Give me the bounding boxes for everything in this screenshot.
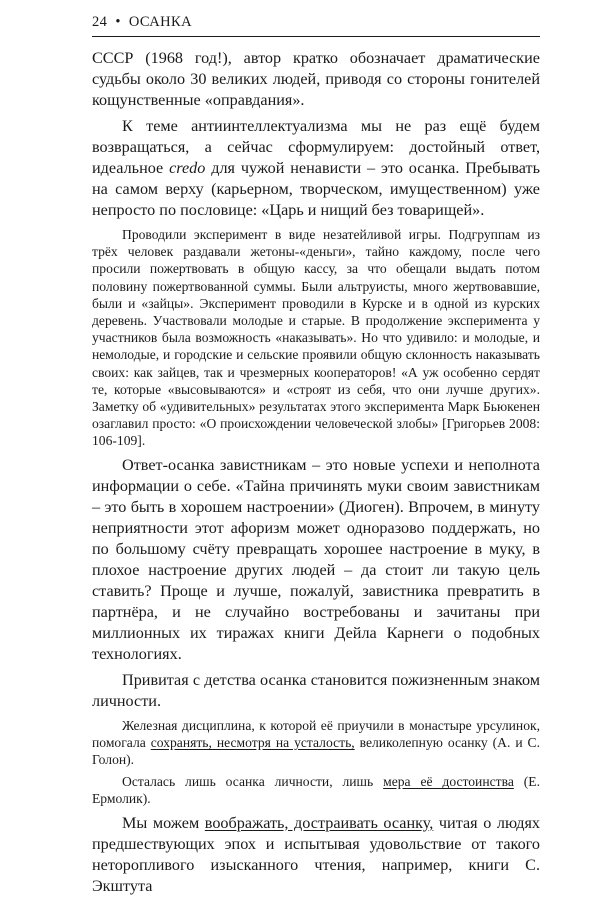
paragraph-8 xyxy=(92,813,540,897)
paragraph-4: Ответ-осанка завистникам – это новые успехи и неполнота информации о себе. «Тайна причинять муки своим завистникам – это быть в хорошем настроении» (Диоген). Впрочем, в минуту неприятности этот афоризм может одноразово поддержать, но по большому счёту превращать хорошее настроение в муку, в плохое настроение других людей – да стоит ли такую цель ставить? Проще и лучше, пожалуй, завистника превратить в партнёра, и не случайно востребованы и зачитаны при миллионных их тиражах книги Дейла Карнеги о подобных технологиях. xyxy=(92,455,540,663)
paragraph-3-experiment: Проводили эксперимент в виде незатейливой игры. Подгруппам из трёх человек раздавали жетоны-«деньги», тайно каждому, после чего просили пожертвовать в общую кассу, за что обещали выдать потом половину пожертвованной суммы. Были альтруисты, много жертвовавшие, были и «зайцы». Эксперимент проводили в Курске и в одной из курских деревень. Участвовали молодые и старые. В продолжение эксперимента у участников была возможность «наказывать». Но что удивило: и молодые, и немолодые, и городские и сельские проявили общую склонность наказывать своих: как зайцев, так и чрезмерных кооператоров! «А уж особенно сердят те, которые «высовываются» и «строят из себя, что они лучше других». Заметку об «удивительных» результатах этого эксперимента Марк Бьюкенен озаглавил просто: «О происхождении человеческой злобы» [Григорьев 2008: 106-109]. xyxy=(92,227,540,449)
running-title: ОСАНКА xyxy=(128,14,192,30)
quote-ermolik-underlined: мера её достоинства xyxy=(383,774,514,790)
quote-ermolik xyxy=(92,773,540,807)
paragraph-5: Привитая с детства осанка становится пожизненным знаком личности. xyxy=(92,670,540,710)
paragraph-1: СССР (1968 год!), автор кратко обозначает драматические судьбы около 30 великих людей, приводя со стороны гонителей кощунственные «оправдания». xyxy=(92,49,540,109)
paragraph-8-text-a: Мы можем xyxy=(122,813,205,832)
paragraph-2-credo: credo xyxy=(169,159,206,177)
quote-ermolik-text-a: Осталась лишь осанка личности, лишь xyxy=(122,774,384,790)
quote-golon-underlined: сохранять, несмотря на усталость, xyxy=(150,734,355,750)
quote-golon xyxy=(92,717,540,769)
page-body xyxy=(92,48,540,897)
paragraph-8-text-b: читая о людях предшествующих эпох и испытывая удовольствие от такого неторопливого изысканного чтения, например, книги С. Экштута xyxy=(92,813,540,895)
quote-golon-text-b: великолепную осанку (А. и С. Голон). xyxy=(92,734,541,768)
paragraph-8-underlined: воображать, достраивать осанку, xyxy=(204,813,434,832)
paragraph-2-text-b: для чужой ненависти – это осанка. Пребывать на самом верху (карьерном, творческом, имущественном) уже непросто по пословице: «Царь и нищий без товарищей». xyxy=(92,159,540,219)
paragraph-2-text-a: К теме антиинтеллектуализма мы не раз ещё будем возвращаться, а сейчас сформулируем: достойный ответ, идеальное xyxy=(92,117,540,177)
running-header xyxy=(92,14,540,37)
quote-ermolik-text-b: (Е. Ермолик). xyxy=(92,774,540,807)
page-number: 24 xyxy=(92,14,108,30)
quote-golon-text-a: Железная дисциплина, к которой её приучили в монастыре урсулинок, помогала xyxy=(92,717,540,750)
bullet-separator: • xyxy=(115,14,121,30)
paragraph-2 xyxy=(92,116,540,221)
